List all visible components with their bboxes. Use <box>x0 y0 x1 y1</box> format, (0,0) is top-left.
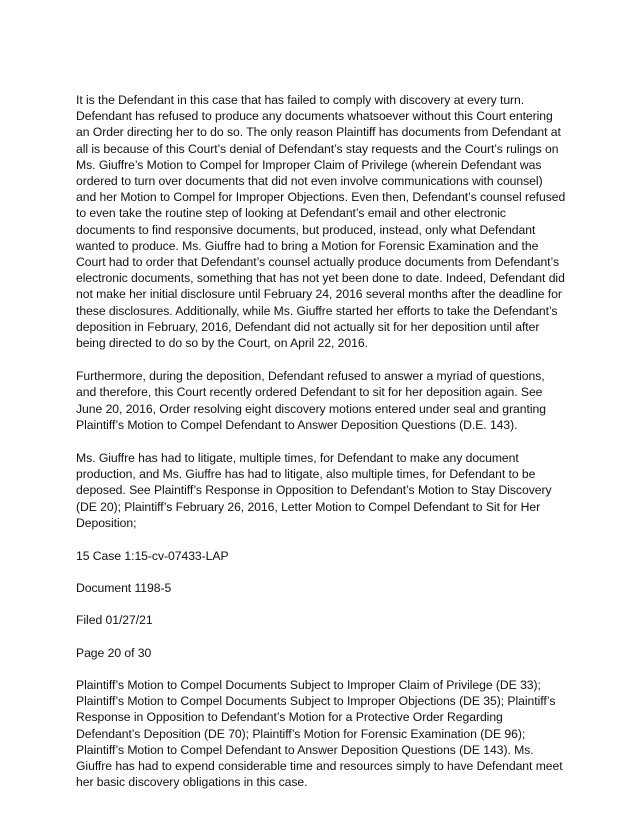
page-number-line: Page 20 of 30 <box>76 645 152 660</box>
document-body <box>76 92 566 807</box>
document-number-line: Document 1198-5 <box>76 581 172 596</box>
paragraph-discovery-failures: It is the Defendant in this case that has failed to comply with discovery at every turn. Defendant has refused to produce any documents whatsoever without this Court entering an Order directing her to do so. The only reason Plaintiff has documents from Defendant at all is because of this Court’s denial of Defendant’s stay requests and the Court’s rulings on Ms. Giuffre’s Motion to Compel for Improper Claim of Privilege (wherein Defendant was ordered to turn over documents that did not even involve communications with counsel) and her Motion to Compel for Improper Objections. Even then, Defendant’s counsel refused to even take the routine step of looking at Defendant’s email and other electronic documents to find responsive documents, but produced, instead, only what Defendant wanted to produce. Ms. Giuffre had to bring a Motion for Forensic Examination and the Court had to order that Defendant’s counsel actually produce documents from Defendant’s electronic documents, something that has not yet been done to date. Indeed, Defendant did not make her initial disclosure until February 24, 2016 several months after the deadline for these disclosures. Additionally, while Ms. Giuffre started her efforts to take the Defendant’s deposition in February, 2016, Defendant did not actually sit for her deposition until after being directed to do so by the Court, on April 22, 2016. <box>76 93 566 351</box>
paragraph-motions-list: Plaintiff’s Motion to Compel Documents Subject to Improper Claim of Privilege (DE 33); Plaintiff’s Motion to Compel Documents Subject to Improper Objections (DE 35); Plaintiff’s Response in Opposition to Defendant’s Motion for a Protective Order Regarding Defendant’s Deposition (DE 70); Plaintiff’s Motion for Forensic Examination (DE 96); Plaintiff’s Motion to Compel Defendant to Answer Deposition Questions (DE 143). Ms. Giuffre has had to expend considerable time and resources simply to have Defendant meet her basic discovery obligations in this case. <box>76 677 563 790</box>
paragraph-litigation-history: Ms. Giuffre has had to litigate, multiple times, for Defendant to make any document production, and Ms. Giuffre has had to litigate, also multiple times, for Defendant to be deposed. See Plaintiff’s Response in Opposition to Defendant’s Motion to Stay Discovery (DE 20); Plaintiff’s February 26, 2016, Letter Motion to Compel Defendant to Sit for Her Deposition; <box>76 451 552 530</box>
paragraph-deposition-refusal: Furthermore, during the deposition, Defendant refused to answer a myriad of questions, and therefore, this Court recently ordered Defendant to sit for her deposition again. See June 20, 2016, Order resolving eight discovery motions entered under seal and granting Plaintiff’s Motion to Compel Defendant to Answer Deposition Questions (D.E. 143). <box>76 369 546 432</box>
case-number-line: 15 Case 1:15-cv-07433-LAP <box>76 549 229 564</box>
filed-date-line: Filed 01/27/21 <box>76 613 153 628</box>
